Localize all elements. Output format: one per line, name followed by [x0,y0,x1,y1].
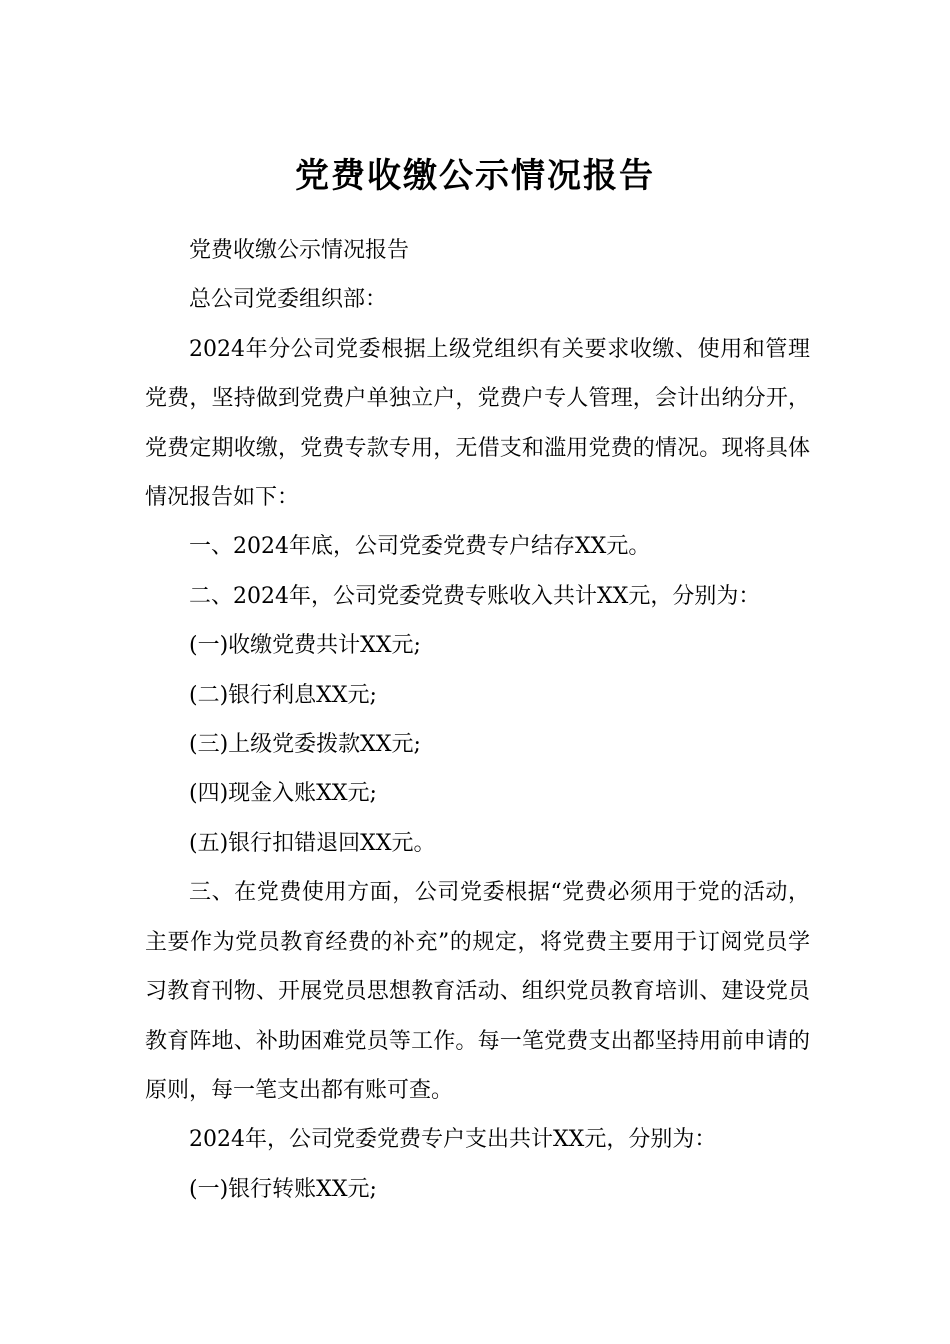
paragraph-usage: 三、在党费使用方面，公司党委根据“党费必须用于党的活动，主要作为党员教育经费的补充”的规定，将党费主要用于订阅党员学习教育刊物、开展党员思想教育活动、组织党员教育培训、建设党员教育阵地、补助困难党员等工作。每一笔党费支出都坚持用前申请的原则，每一笔支出都有账可查。 [145,880,810,1103]
document-title: 党费收缴公示情况报告 [295,155,655,196]
paragraph-income-item-2: (二)银行利息XX元; [189,682,377,708]
document-body [145,226,810,1214]
paragraph-income-item-5: (五)银行扣错退回XX元。 [189,830,436,856]
paragraph-income-summary: 二、2024年，公司党委党费专账收入共计XX元，分别为： [189,583,761,609]
paragraph-expense-item-1: (一)银行转账XX元; [189,1176,377,1202]
paragraph-income-item-4: (四)现金入账XX元; [189,781,377,807]
paragraph-expense-summary: 2024年，公司党委党费专户支出共计XX元，分别为： [189,1127,717,1153]
paragraph-addressee: 总公司党委组织部： [189,287,388,313]
paragraph-balance: 一、2024年底，公司党委党费专户结存XX元。 [189,534,651,560]
paragraph-intro: 2024年分公司党委根据上级党组织有关要求收缴、使用和管理党费，坚持做到党费户单独立户，党费户专人管理，会计出纳分开，党费定期收缴，党费专款专用，无借支和滥用党费的情况。现将具体情况报告如下： [145,336,810,511]
paragraph-income-item-3: (三)上级党委拨款XX元; [189,732,421,758]
paragraph-subtitle: 党费收缴公示情况报告 [189,238,410,263]
paragraph-income-item-1: (一)收缴党费共计XX元; [189,633,421,659]
